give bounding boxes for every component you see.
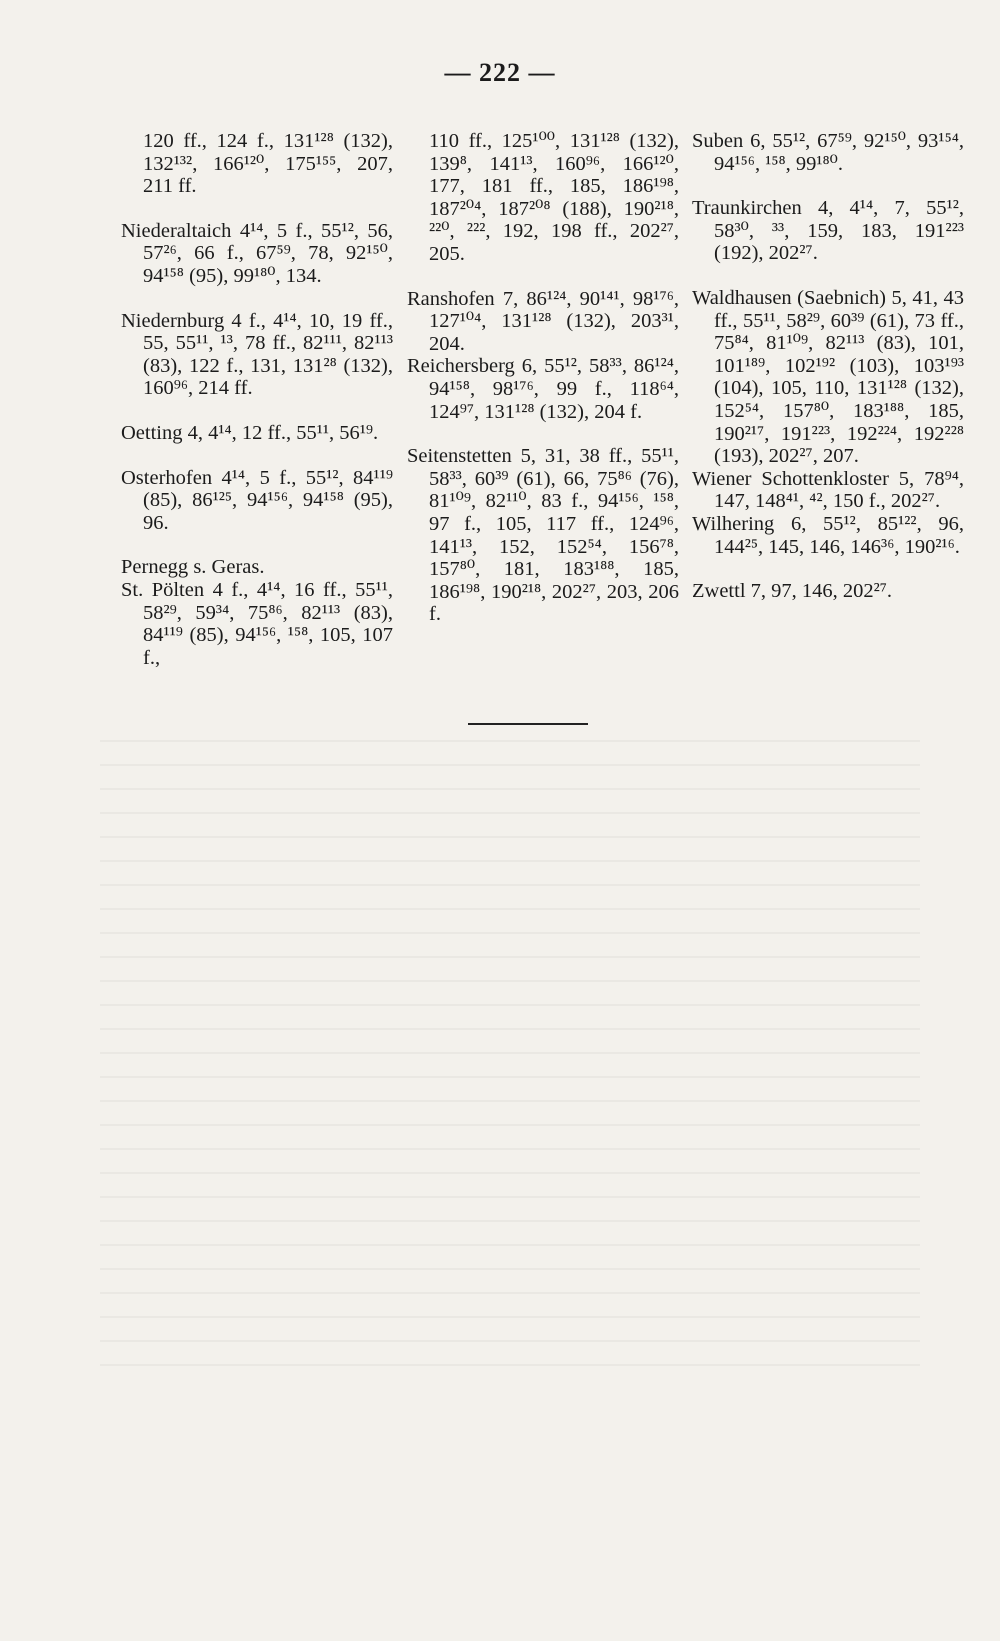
bleed-through-texture [100,740,920,1380]
entry-text: 5, 78⁹⁴, 147, 148⁴¹, ⁴², 150 f., 202²⁷. [714,467,964,513]
index-entry [692,580,964,603]
index-entry [407,288,679,356]
entry-text: 5, 31, 38 ff., 55¹¹, 58³³, 60³⁹ (61), 66, 75⁸⁶ (76), 81¹⁰⁹, 82¹¹⁰, 83 f., 94¹⁵⁶, ¹⁵⁸, 97 f., 105, 117 ff., 124⁹⁶, 141¹³, 152, 152⁵⁴, 156⁷⁸, 157⁸⁰, 181, 183¹⁸⁸, 185, 186¹⁹⁸, 190²¹⁸, 202²⁷, 203, 206 f. [429,445,679,626]
index-column-right [692,130,964,625]
index-column-middle [407,130,679,648]
entry-text: 4 f., 4¹⁴, 16 ff., 55¹¹, 58²⁹, 59³⁴, 75⁸⁶, 82¹¹³ (83), 84¹¹⁹ (85), 94¹⁵⁶, ¹⁵⁸, 105, 107 f., [143,578,393,669]
entry-heading: Niederaltaich [121,219,232,242]
entry-text: 5, 41, 43 ff., 55¹¹, 58²⁹, 60³⁹ (61), 73 ff., 75⁸⁴, 81¹⁰⁹, 82¹¹³ (83), 101, 101¹⁸⁹, 102¹⁹² (103), 103¹⁹³ (104), 105, 110, 131¹²⁸ (132), 152⁵⁴, 157⁸⁰, 183¹⁸⁸, 185, 190²¹⁷, 191²²³, 192²²⁴, 192²²⁸ (193), 202²⁷, 207. [714,286,964,468]
index-entry [121,579,393,669]
entry-heading: Reichersberg [407,355,515,378]
entry-heading: Wiener Schottenkloster [692,467,889,490]
page-number: — 222 — [444,58,556,87]
index-entry [121,556,393,579]
entry-text: 4¹⁴, 5 f., 55¹², 56, 57²⁶, 66 f., 67⁵⁹, 78, 92¹⁵⁰, 94¹⁵⁸ (95), 99¹⁸⁰, 134. [143,219,393,287]
entry-text: s. Geras. [188,556,265,579]
entry-heading: Zwettl [692,580,746,603]
index-entry [692,468,964,513]
entry-text: 6, 55¹², 58³³, 86¹²⁴, 94¹⁵⁸, 98¹⁷⁶, 99 f., 118⁶⁴, 124⁹⁷, 131¹²⁸ (132), 204 f. [429,355,679,423]
index-column-left [121,130,393,691]
index-entry [121,220,393,288]
index-entry [121,130,393,198]
index-entry [692,197,964,265]
entry-heading: Suben [692,130,744,152]
entry-text: 4, 4¹⁴, 7, 55¹², 58³⁰, ³³, 159, 183, 191²²³ (192), 202²⁷. [714,197,964,265]
section-divider [468,723,588,725]
entry-heading: Niedernburg [121,309,225,332]
entry-text: 4¹⁴, 5 f., 55¹², 84¹¹⁹ (85), 86¹²⁵, 94¹⁵⁶, 94¹⁵⁸ (95), 96. [143,466,393,534]
entry-heading: Ranshofen [407,287,495,310]
entry-heading: Traunkirchen [692,197,802,220]
index-entry [121,422,393,445]
entry-text: 120 ff., 124 f., 131¹²⁸ (132), 132¹³², 166¹²⁰, 175¹⁵⁵, 207, 211 ff. [143,130,393,198]
entry-text: 110 ff., 125¹⁰⁰, 131¹²⁸ (132), 139⁸, 141¹³, 160⁹⁶, 166¹²⁰, 177, 181 ff., 185, 186¹⁹⁸, 187²⁰⁴, 187²⁰⁸ (188), 190²¹⁸, ²²⁰, ²²², 192, 198 ff., 202²⁷, 205. [429,130,679,265]
entry-text: 7, 97, 146, 202²⁷. [745,580,893,603]
index-entry [692,513,964,558]
entry-text: 4, 4¹⁴, 12 ff., 55¹¹, 56¹⁹. [182,421,379,444]
entry-text: 6, 55¹², 67⁵⁹, 92¹⁵⁰, 93¹⁵⁴, 94¹⁵⁶, ¹⁵⁸, 99¹⁸⁰. [714,130,964,175]
entry-heading: Seitenstetten [407,445,512,468]
index-entry [407,130,679,266]
entry-heading: Pernegg [121,556,189,579]
entry-text: 4 f., 4¹⁴, 10, 19 ff., 55, 55¹¹, ¹³, 78 ff., 82¹¹¹, 82¹¹³ (83), 122 f., 131, 131²⁸ (132), 160⁹⁶, 214 ff. [143,309,393,400]
entry-heading: Osterhofen [121,466,213,489]
entry-heading: Oetting [121,421,183,444]
entry-text: 7, 86¹²⁴, 90¹⁴¹, 98¹⁷⁶, 127¹⁰⁴, 131¹²⁸ (132), 203³¹, 204. [429,287,679,355]
index-entry [407,355,679,423]
entry-text: 6, 55¹², 85¹²², 96, 144²⁵, 145, 146, 146³⁶, 190²¹⁶. [714,512,964,558]
index-entry [407,445,679,626]
index-entry [692,130,964,175]
index-entry [121,310,393,400]
index-entry [121,467,393,535]
entry-heading: Waldhausen (Saebnich) [692,286,886,309]
index-entry [692,287,964,468]
entry-heading: Wilhering [692,512,775,535]
entry-heading: St. Pölten [121,578,205,601]
